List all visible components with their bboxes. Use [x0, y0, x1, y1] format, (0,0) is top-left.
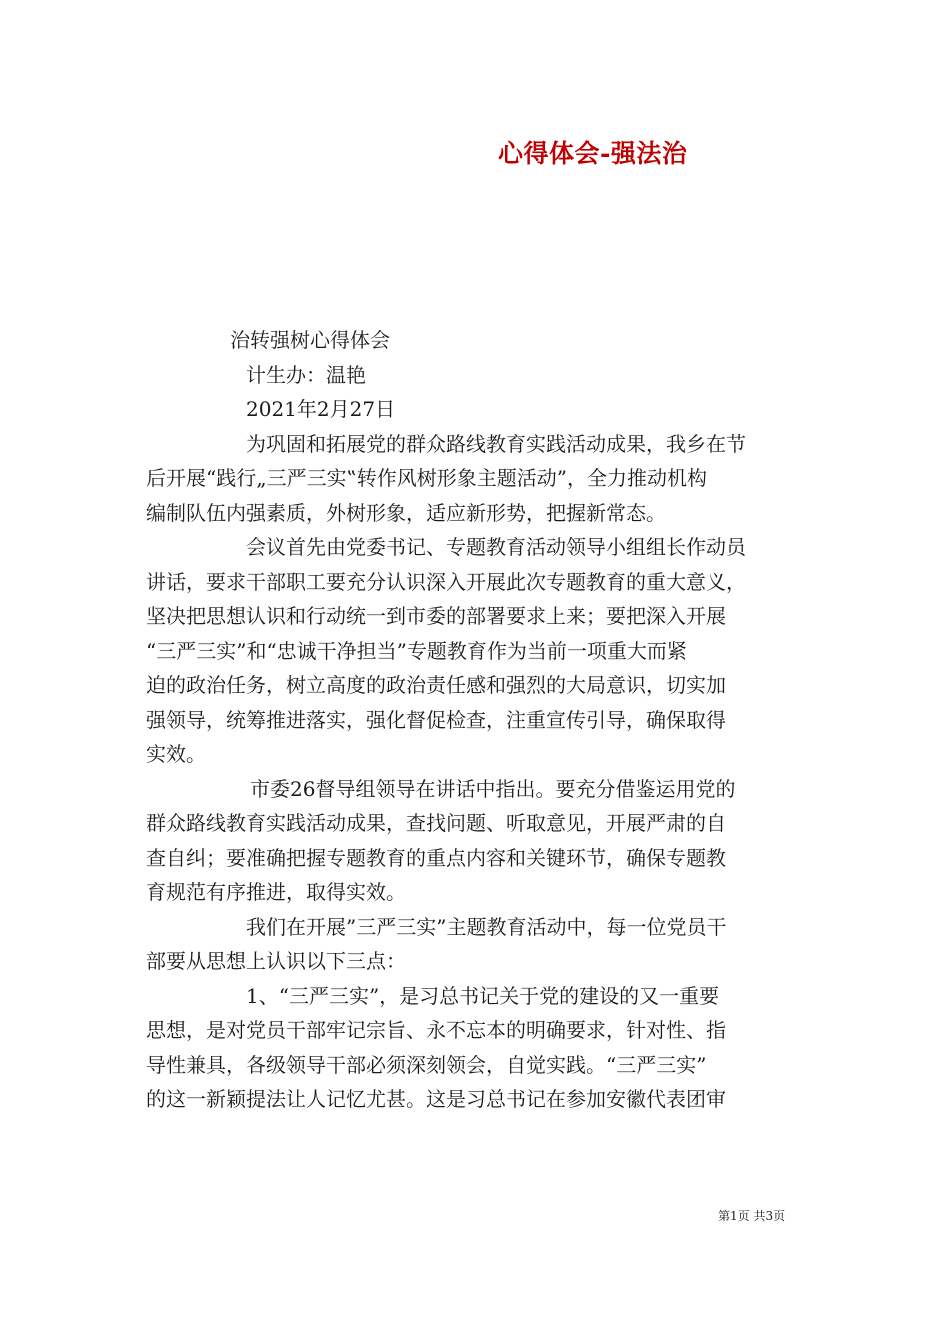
document-heading: 治转强树心得体会	[230, 328, 390, 352]
paragraph-line: 为巩固和拓展党的群众路线教育实践活动成果，我乡在节	[246, 431, 746, 456]
paragraph-line: 的这一新颖提法让人记忆尤甚。这是习总书记在参加安徽代表团审	[146, 1087, 726, 1111]
document-body	[146, 323, 826, 1117]
paragraph-4	[146, 910, 826, 979]
paragraph-line: 导性兼具，各级领导干部必须深刻领会，自觉实践。“三严三实”	[146, 1052, 707, 1077]
paragraph-line: 编制队伍内强素质，外树形象，适应新形势，把握新常态。	[146, 500, 666, 525]
paragraph-line: 查自纠；要准确把握专题教育的重点内容和关键环节，确保专题教	[146, 845, 726, 870]
paragraph-line: 后开展“践行„三严三实‟转作风树形象主题活动”，全力推动机构	[146, 466, 708, 490]
paragraph-line: 迫的政治任务，树立高度的政治责任感和强烈的大局意识，切实加	[146, 673, 726, 697]
document-title: 心得体会-强法治	[498, 139, 688, 168]
paragraph-line: 部要从思想上认识以下三点：	[146, 949, 406, 973]
paragraph-line: 我们在开展”三严三实”主题教育活动中，每一位党员干	[246, 914, 727, 939]
paragraph-2	[146, 530, 826, 772]
paragraph-line: 市委26督导组领导在讲话中指出。要充分借鉴运用党的	[250, 776, 736, 801]
paragraph-line: 坚决把思想认识和行动统一到市委的部署要求上来；要把深入开展	[146, 604, 726, 628]
author-line: 计生办：温艳	[246, 362, 366, 387]
paragraph-line: 思想，是对党员干部牢记宗旨、永不忘本的明确要求，针对性、指	[146, 1018, 726, 1042]
paragraph-1	[146, 427, 826, 531]
date-line: 2021年2月27日	[246, 397, 396, 421]
paragraph-5	[146, 979, 826, 1117]
paragraph-3	[146, 772, 826, 910]
page-footer: 第1页 共3页	[718, 1209, 786, 1223]
paragraph-line: “三严三实”和“忠诚干净担当”专题教育作为当前一项重大而紧	[146, 638, 687, 663]
paragraph-line: 实效。	[146, 742, 206, 766]
paragraph-line: 1、“三严三实”，是习总书记关于党的建设的又一重要	[246, 983, 720, 1008]
paragraph-line: 会议首先由党委书记、专题教育活动领导小组组长作动员	[246, 535, 746, 559]
paragraph-line: 讲话，要求干部职工要充分认识深入开展此次专题教育的重大意义，	[146, 569, 746, 594]
paragraph-line: 强领导，统筹推进落实，强化督促检查，注重宣传引导，确保取得	[146, 707, 726, 732]
paragraph-line: 群众路线教育实践活动成果，查找问题、听取意见，开展严肃的自	[146, 811, 726, 835]
paragraph-line: 育规范有序推进，取得实效。	[146, 880, 406, 904]
